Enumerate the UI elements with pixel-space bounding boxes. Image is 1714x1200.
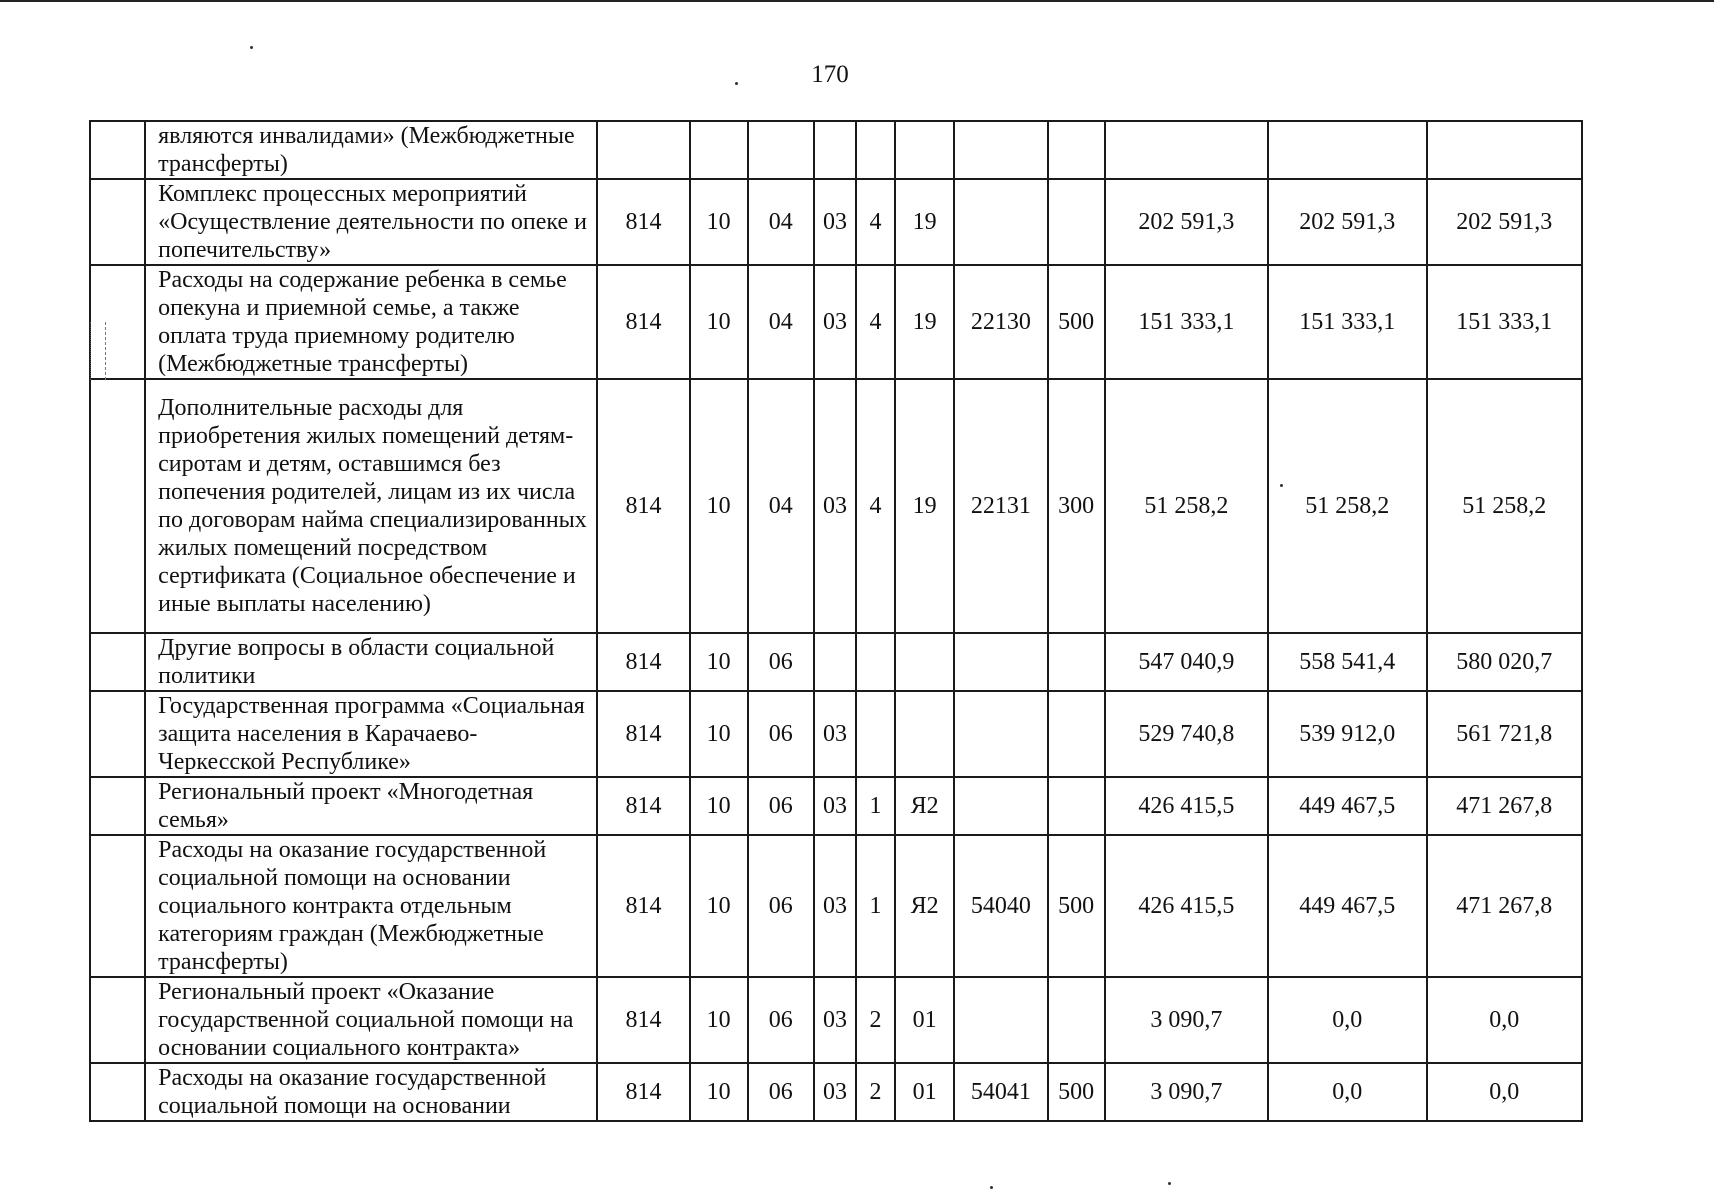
amount-year-1: 202 591,3 (1105, 179, 1268, 265)
table-row (90, 977, 1582, 1063)
project-code: 19 (895, 265, 954, 379)
amount-year-3: 151 333,1 (1427, 265, 1583, 379)
ministry-code: 814 (597, 265, 689, 379)
program-code (814, 633, 856, 691)
section-code: 10 (690, 633, 748, 691)
subsection-code (748, 121, 814, 179)
table-row (90, 121, 1582, 179)
section-code: 10 (690, 265, 748, 379)
amount-year-2: 558 541,4 (1268, 633, 1426, 691)
expense-type-code: 500 (1048, 265, 1105, 379)
expense-type-code: 500 (1048, 835, 1105, 977)
amount-year-1: 426 415,5 (1105, 835, 1268, 977)
section-code: 10 (690, 691, 748, 777)
program-type-code: 1 (856, 777, 895, 835)
expense-type-code (1048, 977, 1105, 1063)
subsection-code: 06 (748, 691, 814, 777)
subsection-code: 06 (748, 633, 814, 691)
section-code: 10 (690, 1063, 748, 1121)
program-type-code: 2 (856, 977, 895, 1063)
program-type-code: 4 (856, 179, 895, 265)
table-body (90, 121, 1582, 1121)
amount-year-1: 3 090,7 (1105, 977, 1268, 1063)
program-code: 03 (814, 1063, 856, 1121)
program-type-code: 2 (856, 1063, 895, 1121)
ministry-code: 814 (597, 633, 689, 691)
row-index-cell (90, 633, 145, 691)
row-index-cell (90, 179, 145, 265)
amount-year-3: 0,0 (1427, 1063, 1583, 1121)
table-row (90, 835, 1582, 977)
program-code: 03 (814, 835, 856, 977)
expense-direction-code (954, 977, 1047, 1063)
item-name: Расходы на содержание ребенка в семье опекуна и приемной семье, а также оплата труда приемному родителю (Межбюджетные трансферты) (145, 265, 597, 379)
section-code: 10 (690, 835, 748, 977)
section-code: 10 (690, 179, 748, 265)
subsection-code: 06 (748, 1063, 814, 1121)
item-name: Региональный проект «Многодетная семья» (145, 777, 597, 835)
project-code: 19 (895, 379, 954, 633)
expense-type-code: 300 (1048, 379, 1105, 633)
margin-scan-mark (90, 322, 106, 380)
expense-direction-code (954, 179, 1047, 265)
project-code: Я2 (895, 777, 954, 835)
scan-speck (990, 1186, 993, 1189)
project-code: 19 (895, 179, 954, 265)
amount-year-1: 426 415,5 (1105, 777, 1268, 835)
table-row (90, 265, 1582, 379)
ministry-code: 814 (597, 1063, 689, 1121)
scan-speck (1280, 484, 1283, 487)
expense-type-code (1048, 633, 1105, 691)
project-code (895, 121, 954, 179)
amount-year-3 (1427, 121, 1583, 179)
subsection-code: 04 (748, 379, 814, 633)
item-name: Комплекс процессных мероприятий «Осуществление деятельности по опеке и попечительству» (145, 179, 597, 265)
item-name: Расходы на оказание государственной социальной помощи на основании социального контракта отдельным категориям граждан (Межбюджетные трансферты) (145, 835, 597, 977)
item-name: Региональный проект «Оказание государственной социальной помощи на основании социального контракта» (145, 977, 597, 1063)
item-name: Расходы на оказание государственной социальной помощи на основании (145, 1063, 597, 1121)
budget-table (89, 120, 1583, 1122)
project-code: 01 (895, 977, 954, 1063)
expense-type-code (1048, 691, 1105, 777)
project-code (895, 691, 954, 777)
amount-year-1: 547 040,9 (1105, 633, 1268, 691)
item-name: Дополнительные расходы для приобретения жилых помещений детям-сиротам и детям, оставшимся без попечения родителей, лицам из их числа по договорам найма специализированных жилых помещений посредством сертификата (Социальное обеспечение и иные выплаты населению) (145, 379, 597, 633)
amount-year-1: 529 740,8 (1105, 691, 1268, 777)
amount-year-1: 3 090,7 (1105, 1063, 1268, 1121)
expense-direction-code (954, 121, 1047, 179)
expense-direction-code (954, 777, 1047, 835)
amount-year-1: 151 333,1 (1105, 265, 1268, 379)
amount-year-2: 151 333,1 (1268, 265, 1426, 379)
program-code (814, 121, 856, 179)
program-code: 03 (814, 265, 856, 379)
amount-year-3: 0,0 (1427, 977, 1583, 1063)
amount-year-3: 51 258,2 (1427, 379, 1583, 633)
table-row (90, 633, 1582, 691)
program-type-code: 4 (856, 265, 895, 379)
item-name: являются инвалидами» (Межбюджетные трансферты) (145, 121, 597, 179)
page-number: 170 (811, 61, 849, 88)
expense-direction-code: 22130 (954, 265, 1047, 379)
row-index-cell (90, 835, 145, 977)
amount-year-2: 539 912,0 (1268, 691, 1426, 777)
expense-direction-code (954, 691, 1047, 777)
scan-speck (250, 46, 253, 49)
expense-direction-code (954, 633, 1047, 691)
expense-direction-code: 22131 (954, 379, 1047, 633)
project-code (895, 633, 954, 691)
amount-year-3: 202 591,3 (1427, 179, 1583, 265)
amount-year-2: 0,0 (1268, 977, 1426, 1063)
amount-year-3: 471 267,8 (1427, 777, 1583, 835)
program-code: 03 (814, 379, 856, 633)
program-type-code: 1 (856, 835, 895, 977)
section-code (690, 121, 748, 179)
table-row (90, 179, 1582, 265)
scan-speck (735, 82, 738, 85)
item-name: Другие вопросы в области социальной политики (145, 633, 597, 691)
row-index-cell (90, 777, 145, 835)
ministry-code: 814 (597, 691, 689, 777)
row-index-cell (90, 977, 145, 1063)
row-index-cell (90, 1063, 145, 1121)
amount-year-2 (1268, 121, 1426, 179)
expense-direction-code: 54040 (954, 835, 1047, 977)
ministry-code: 814 (597, 777, 689, 835)
program-code: 03 (814, 691, 856, 777)
expense-type-code (1048, 179, 1105, 265)
ministry-code: 814 (597, 977, 689, 1063)
row-index-cell (90, 121, 145, 179)
subsection-code: 06 (748, 835, 814, 977)
subsection-code: 06 (748, 977, 814, 1063)
item-name: Государственная программа «Социальная защита населения в Карачаево-Черкесской Республике» (145, 691, 597, 777)
expense-type-code: 500 (1048, 1063, 1105, 1121)
program-code: 03 (814, 777, 856, 835)
subsection-code: 06 (748, 777, 814, 835)
program-type-code (856, 691, 895, 777)
row-index-cell (90, 691, 145, 777)
table-row (90, 1063, 1582, 1121)
program-type-code (856, 121, 895, 179)
project-code: 01 (895, 1063, 954, 1121)
ministry-code: 814 (597, 379, 689, 633)
expense-type-code (1048, 777, 1105, 835)
scan-speck (1168, 1182, 1171, 1185)
section-code: 10 (690, 977, 748, 1063)
table-row (90, 777, 1582, 835)
program-code: 03 (814, 179, 856, 265)
ministry-code: 814 (597, 179, 689, 265)
subsection-code: 04 (748, 265, 814, 379)
amount-year-1: 51 258,2 (1105, 379, 1268, 633)
amount-year-3: 580 020,7 (1427, 633, 1583, 691)
section-code: 10 (690, 379, 748, 633)
top-border-line (0, 0, 1714, 2)
ministry-code: 814 (597, 835, 689, 977)
amount-year-2: 449 467,5 (1268, 835, 1426, 977)
subsection-code: 04 (748, 179, 814, 265)
amount-year-2: 449 467,5 (1268, 777, 1426, 835)
row-index-cell (90, 379, 145, 633)
amount-year-2: 0,0 (1268, 1063, 1426, 1121)
table-row (90, 379, 1582, 633)
expense-direction-code: 54041 (954, 1063, 1047, 1121)
project-code: Я2 (895, 835, 954, 977)
amount-year-3: 561 721,8 (1427, 691, 1583, 777)
program-code: 03 (814, 977, 856, 1063)
amount-year-3: 471 267,8 (1427, 835, 1583, 977)
program-type-code: 4 (856, 379, 895, 633)
program-type-code (856, 633, 895, 691)
amount-year-2: 202 591,3 (1268, 179, 1426, 265)
table-row (90, 691, 1582, 777)
amount-year-2: 51 258,2 (1268, 379, 1426, 633)
amount-year-1 (1105, 121, 1268, 179)
section-code: 10 (690, 777, 748, 835)
ministry-code (597, 121, 689, 179)
expense-type-code (1048, 121, 1105, 179)
